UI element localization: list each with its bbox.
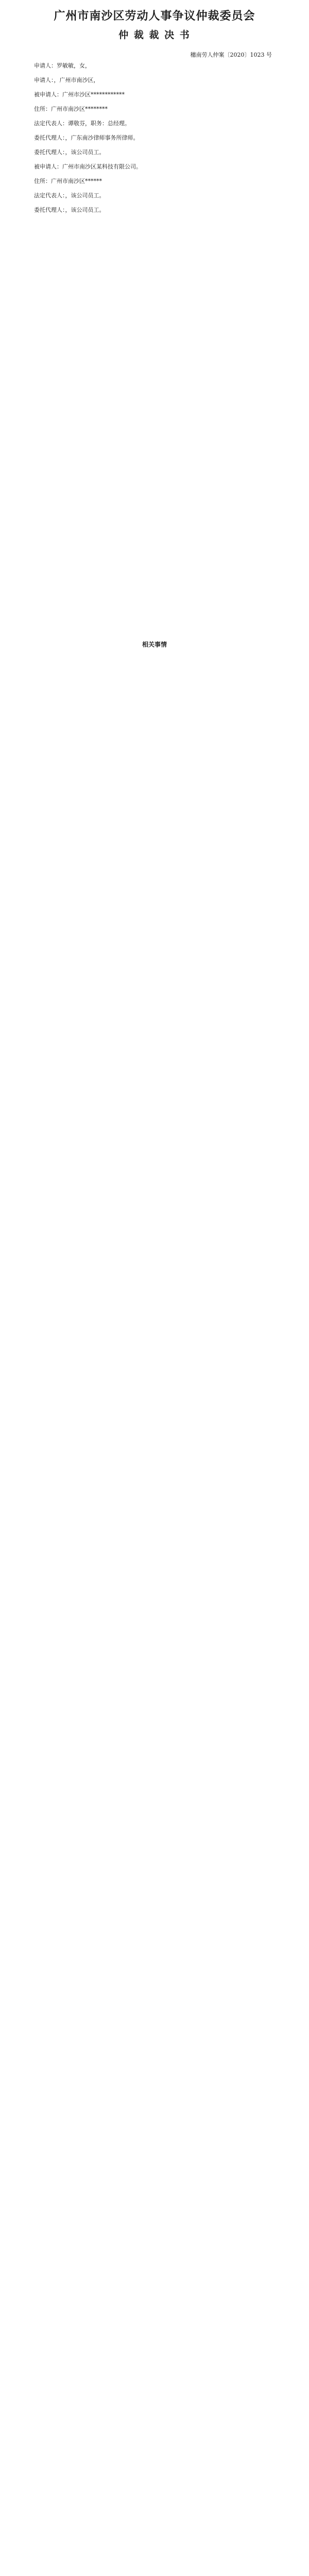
party-line: 申请人：，广州市南沙区，: [34, 77, 99, 83]
issuing-organization: 广州市南沙区劳动人事争议仲裁委员会: [54, 9, 255, 23]
document-title: 仲 裁 裁 决 书: [118, 29, 191, 41]
party-line: 委托代理人：，该公司员工。: [34, 149, 105, 156]
party-line: 法定代表人：，该公司员工。: [34, 192, 105, 199]
party-line: 被申请人：广州市沙区************: [34, 91, 125, 98]
facts-section-title: 相关事情: [142, 641, 167, 648]
party-line: 住所：广州市南沙区********: [34, 106, 108, 112]
party-line: 住所：广州市南沙区******: [34, 178, 102, 184]
document-page: [34, 0, 275, 2576]
party-line: 申请人：罗敏敏，女，: [34, 62, 91, 69]
case-number: 穗南劳人仲案〔2020〕1023 号: [190, 52, 272, 58]
party-line: 法定代表人：谭敬芬，职务：总经理。: [34, 120, 130, 127]
party-line: 委托代理人：，广东南沙律师事务所律师。: [34, 134, 139, 141]
party-information: [34, 59, 275, 217]
party-line: 被申请人：广州市南沙区某科技有限公司。: [34, 163, 142, 170]
document-header: [34, 7, 275, 41]
party-line: 委托代理人：，该公司员工。: [34, 207, 105, 213]
